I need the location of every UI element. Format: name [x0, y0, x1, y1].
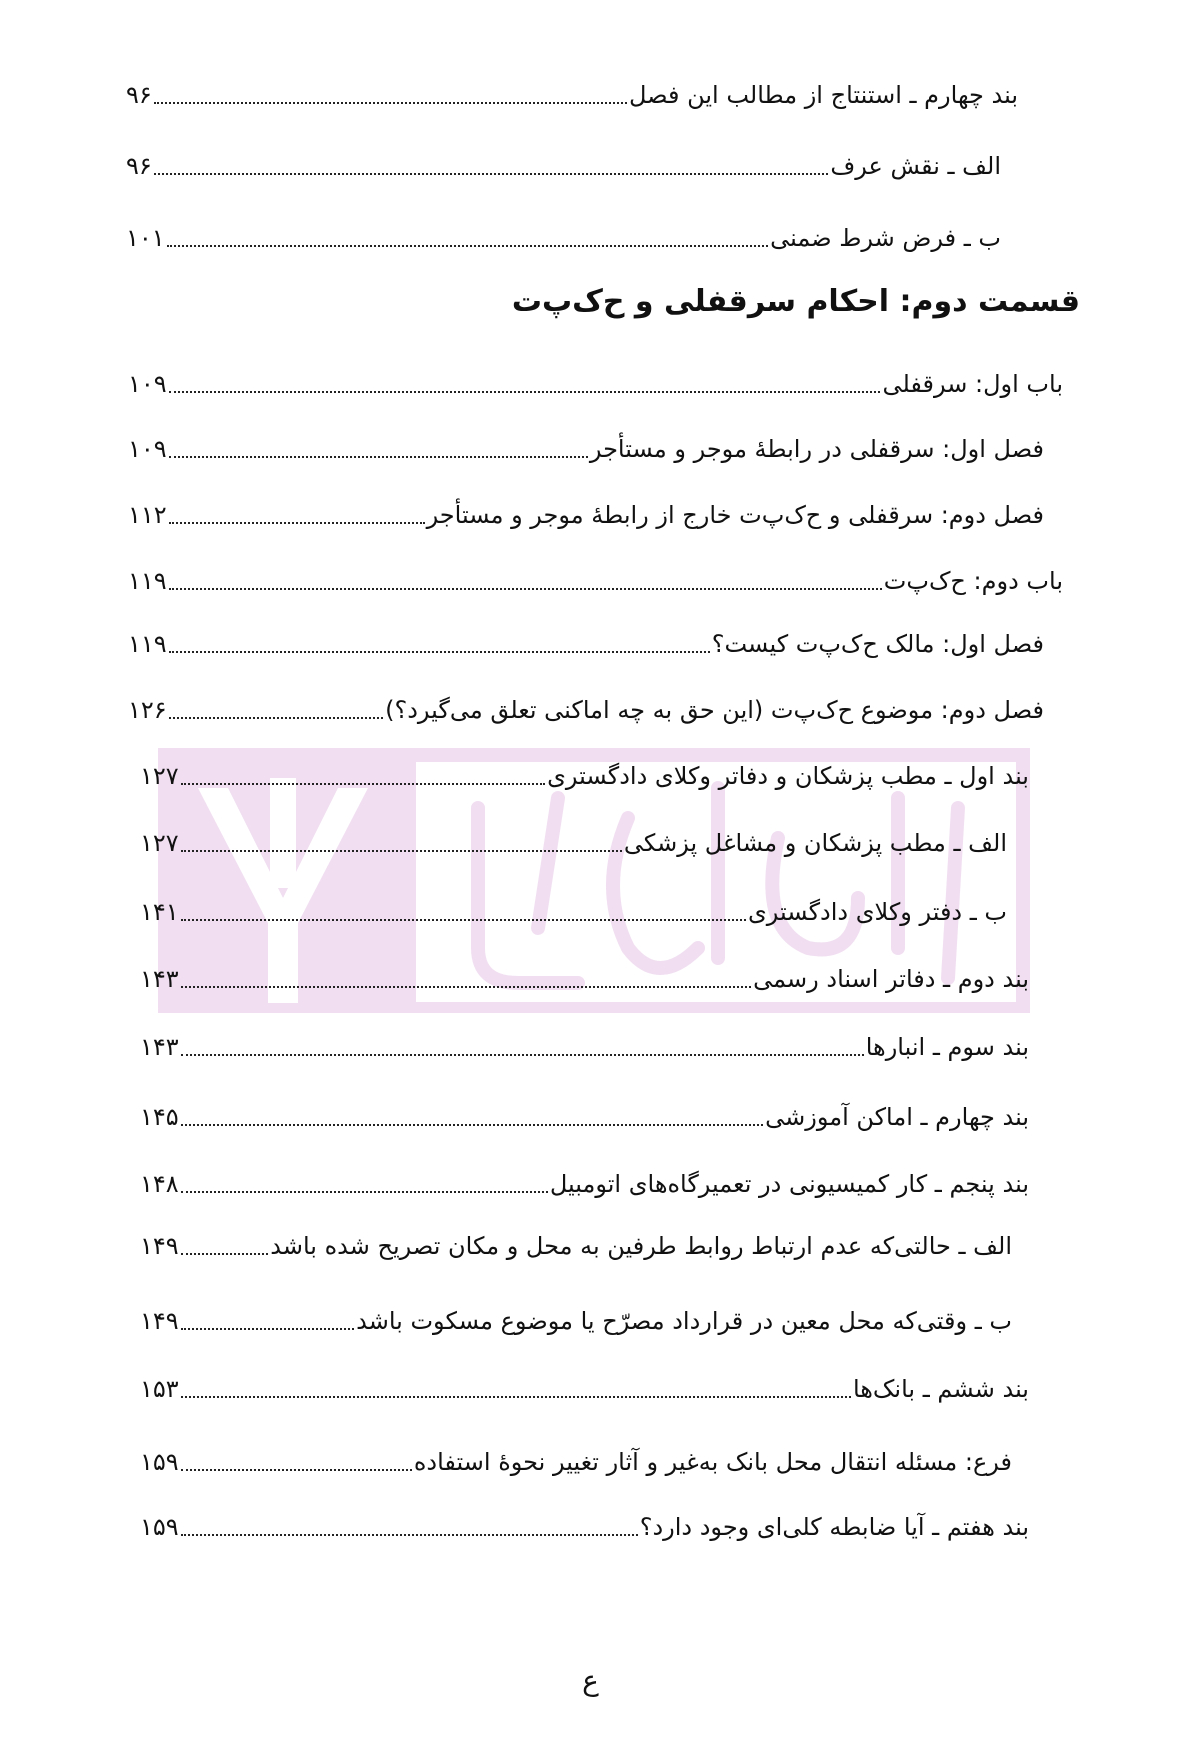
toc-entry-page: ۱۱۲ [128, 501, 167, 529]
dot-leader [181, 850, 622, 852]
toc-entry-page: ۱۲۷ [140, 762, 179, 790]
toc-entry [128, 492, 1044, 532]
toc-entry-title: فصل دوم: سرقفلی و ح‌ک‌پ‌ت خارج از رابطهٔ موجر و مستأجر [426, 501, 1044, 529]
dot-leader [181, 1396, 851, 1398]
toc-entry [140, 889, 1007, 929]
toc-entry [140, 820, 1007, 860]
toc-entry-page: ۹۶ [126, 152, 152, 180]
dot-leader [169, 522, 425, 524]
toc-entry-page: ۱۲۷ [140, 829, 179, 857]
toc-entry-title: بند اول ـ مطب پزشکان و دفاتر وکلای دادگستری [547, 762, 1029, 790]
toc-entry-title: فرع: مسئله انتقال محل بانک به‌غیر و آثار تغییر نحوهٔ استفاده [413, 1448, 1012, 1476]
dot-leader [169, 391, 881, 393]
toc-entry-title: ب ـ وقتی‌که محل معین در قرارداد مصرّح یا موضوع مسکوت باشد [356, 1307, 1012, 1335]
part-heading: قسمت دوم: احکام سرقفلی و ح‌ک‌پ‌ت [511, 284, 1080, 319]
toc-entry-title: باب اول: سرقفلی [882, 370, 1063, 398]
toc-entry [140, 1439, 1012, 1479]
toc-entry-page: ۱۵۹ [140, 1448, 179, 1476]
toc-entry [128, 687, 1044, 727]
page-number: ع [582, 1664, 599, 1697]
dot-leader [181, 783, 545, 785]
toc-entry-page: ۱۴۳ [140, 965, 179, 993]
toc-entry [140, 1223, 1012, 1263]
toc-entry [128, 426, 1044, 466]
dot-leader [169, 651, 710, 653]
toc-entry [126, 72, 1018, 112]
toc-entry-title: فصل اول: مالک ح‌ک‌پ‌ت کیست؟ [711, 630, 1044, 658]
toc-entry-page: ۱۴۵ [140, 1103, 179, 1131]
dot-leader [169, 717, 383, 719]
toc-entry-title: بند پنجم ـ کار کمیسیونی در تعمیرگاه‌های اتومبیل [549, 1170, 1029, 1198]
toc-entry [128, 621, 1044, 661]
dot-leader [181, 1534, 638, 1536]
dot-leader [181, 919, 746, 921]
toc-entry [140, 1024, 1029, 1064]
toc-entry-title: باب دوم: ح‌ک‌پ‌ت [883, 567, 1063, 595]
toc-entry-title: ب ـ فرض شرط ضمنی [770, 224, 1001, 252]
toc-entry-page: ۱۰۹ [128, 435, 167, 463]
toc-entry-title: فصل اول: سرقفلی در رابطهٔ موجر و مستأجر [589, 435, 1044, 463]
toc-entry-page: ۱۲۶ [128, 696, 167, 724]
toc-entry-page: ۱۰۱ [126, 224, 165, 252]
toc-entry-page: ۱۴۹ [140, 1232, 179, 1260]
toc-entry [140, 1094, 1029, 1134]
dot-leader [181, 1253, 269, 1255]
dot-leader [181, 1328, 354, 1330]
toc-entry-title: الف ـ مطب پزشکان و مشاغل پزشکی [623, 829, 1007, 857]
toc-entry-page: ۱۵۳ [140, 1375, 179, 1403]
toc-entry-page: ۹۶ [126, 81, 152, 109]
toc-entry-title: ب ـ دفتر وکلای دادگستری [747, 898, 1007, 926]
toc-entry-title: بند چهارم ـ اماکن آموزشی [765, 1103, 1029, 1131]
dot-leader [169, 588, 882, 590]
toc-entry-title: الف ـ نقش عرف [830, 152, 1001, 180]
toc-entry [126, 215, 1001, 255]
toc-entry-page: ۱۱۹ [128, 567, 167, 595]
dot-leader [169, 456, 588, 458]
toc-entry [140, 956, 1029, 996]
toc-entry-page: ۱۴۳ [140, 1033, 179, 1061]
toc-entry-title: بند ششم ـ بانک‌ها [852, 1375, 1029, 1403]
dot-leader [181, 1124, 763, 1126]
toc-entry [128, 558, 1063, 598]
toc-entry [126, 143, 1001, 183]
toc-entry-page: ۱۴۸ [140, 1170, 179, 1198]
toc-entry [140, 1366, 1029, 1406]
toc-entry [140, 753, 1029, 793]
dot-leader [154, 173, 829, 175]
toc-entry-page: ۱۴۹ [140, 1307, 179, 1335]
toc-entry-page: ۱۰۹ [128, 370, 167, 398]
toc-entry-page: ۱۴۱ [140, 898, 179, 926]
dot-leader [167, 245, 768, 247]
toc-entry-title: بند چهارم ـ استنتاج از مطالب این فصل [629, 81, 1018, 109]
toc-entry-title: بند هفتم ـ آیا ضابطه کلی‌ای وجود دارد؟ [639, 1513, 1029, 1541]
dot-leader [154, 102, 627, 104]
dot-leader [181, 1191, 548, 1193]
toc-entry-page: ۱۵۹ [140, 1513, 179, 1541]
toc-entry [140, 1504, 1029, 1544]
toc-entry-title: بند دوم ـ دفاتر اسناد رسمی [753, 965, 1029, 993]
dot-leader [181, 1469, 412, 1471]
toc-entry [140, 1161, 1029, 1201]
dot-leader [181, 986, 752, 988]
toc-entry [128, 361, 1063, 401]
toc-entry-title: الف ـ حالتی‌که عدم ارتباط روابط طرفین به محل و مکان تصریح شده باشد [270, 1232, 1012, 1260]
toc-entry-page: ۱۱۹ [128, 630, 167, 658]
toc-entry [140, 1298, 1012, 1338]
toc-entry-title: فصل دوم: موضوع ح‌ک‌پ‌ت (این حق به چه اماکنی تعلق می‌گیرد؟) [385, 696, 1044, 724]
dot-leader [181, 1054, 864, 1056]
toc-entry-title: بند سوم ـ انبارها [865, 1033, 1029, 1061]
